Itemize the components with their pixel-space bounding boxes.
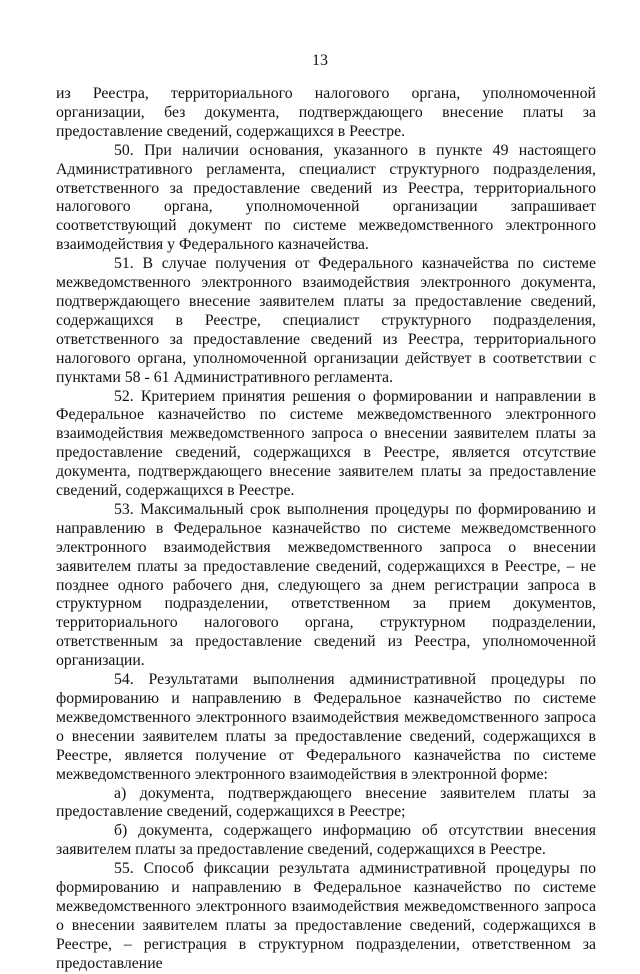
- list-item-a: а) документа, подтверждающего внесение заявителем платы за предоставление сведений, содержащихся в Реестре;: [56, 784, 596, 821]
- page-number: 13: [312, 52, 328, 69]
- list-item-b: б) документа, содержащего информацию об отсутствии внесения заявителем платы за предоставление сведений, содержащихся в Реестре.: [56, 822, 596, 859]
- document-body: [56, 85, 596, 974]
- paragraph-54: 54. Результатами выполнения административной процедуры по формированию и направлению в Федеральное казначейство по системе межведомственного электронного взаимодействия межведомственного запроса о внесении заявителем платы за предоставление сведений, содержащихся в Реестре, является получение от Федерального казначейства по системе межведомственного электронного взаимодействия в электронной форме:: [56, 671, 596, 783]
- paragraph-50: 50. При наличии основания, указанного в пункте 49 настоящего Административного регламента, специалист структурного подразделения, ответственного за предоставление сведений из Реестра, территориального налогового органа, уполномоченной организации запрашивает соответствующий документ по системе межведомственного электронного взаимодействия у Федерального казначейства.: [56, 141, 596, 254]
- paragraph-51: 51. В случае получения от Федерального казначейства по системе межведомственного электронного взаимодействия электронного документа, подтверждающего внесение заявителем платы за предоставление сведений, содержащихся в Реестре, специалист структурного подразделения, ответственного за предоставление сведений из Реестра, территориального налогового органа, уполномоченной организации действует в соответствии с пунктами 58 - 61 Административного регламента.: [56, 255, 596, 386]
- paragraph-52: 52. Критерием принятия решения о формировании и направлении в Федеральное казначейство по системе межведомственного электронного взаимодействия межведомственного запроса о внесении заявителем платы за предоставление сведений, содержащихся в Реестре, является отсутствие документа, подтверждающего внесение заявителем платы за предоставление сведений, содержащихся в Реестре.: [56, 387, 596, 500]
- paragraph-53: 53. Максимальный срок выполнения процедуры по формированию и направлению в Федеральное казначейство по системе межведомственного электронного взаимодействия межведомственного запроса о внесении заявителем платы за предоставление сведений, содержащихся в Реестре, – не позднее одного рабочего дня, следующего за днем регистрации запроса в структурном подразделении, ответственном за прием документов, территориального налогового органа, структурном подразделении, ответственным за предоставление сведений из Реестра, уполномоченной организации.: [56, 500, 596, 670]
- paragraph-55: 55. Способ фиксации результата административной процедуры по формированию и направлению в Федеральное казначейство по системе межведомственного электронного взаимодействия межведомственного запроса о внесении заявителем платы за предоставление сведений, содержащихся в Реестре, – регистрация в структурном подразделении, ответственном за предоставление: [56, 860, 596, 972]
- paragraph-continuation: из Реестра, территориального налогового органа, уполномоченной организации, без документа, подтверждающего внесение платы за предоставление сведений, содержащихся в Реестре.: [56, 85, 596, 140]
